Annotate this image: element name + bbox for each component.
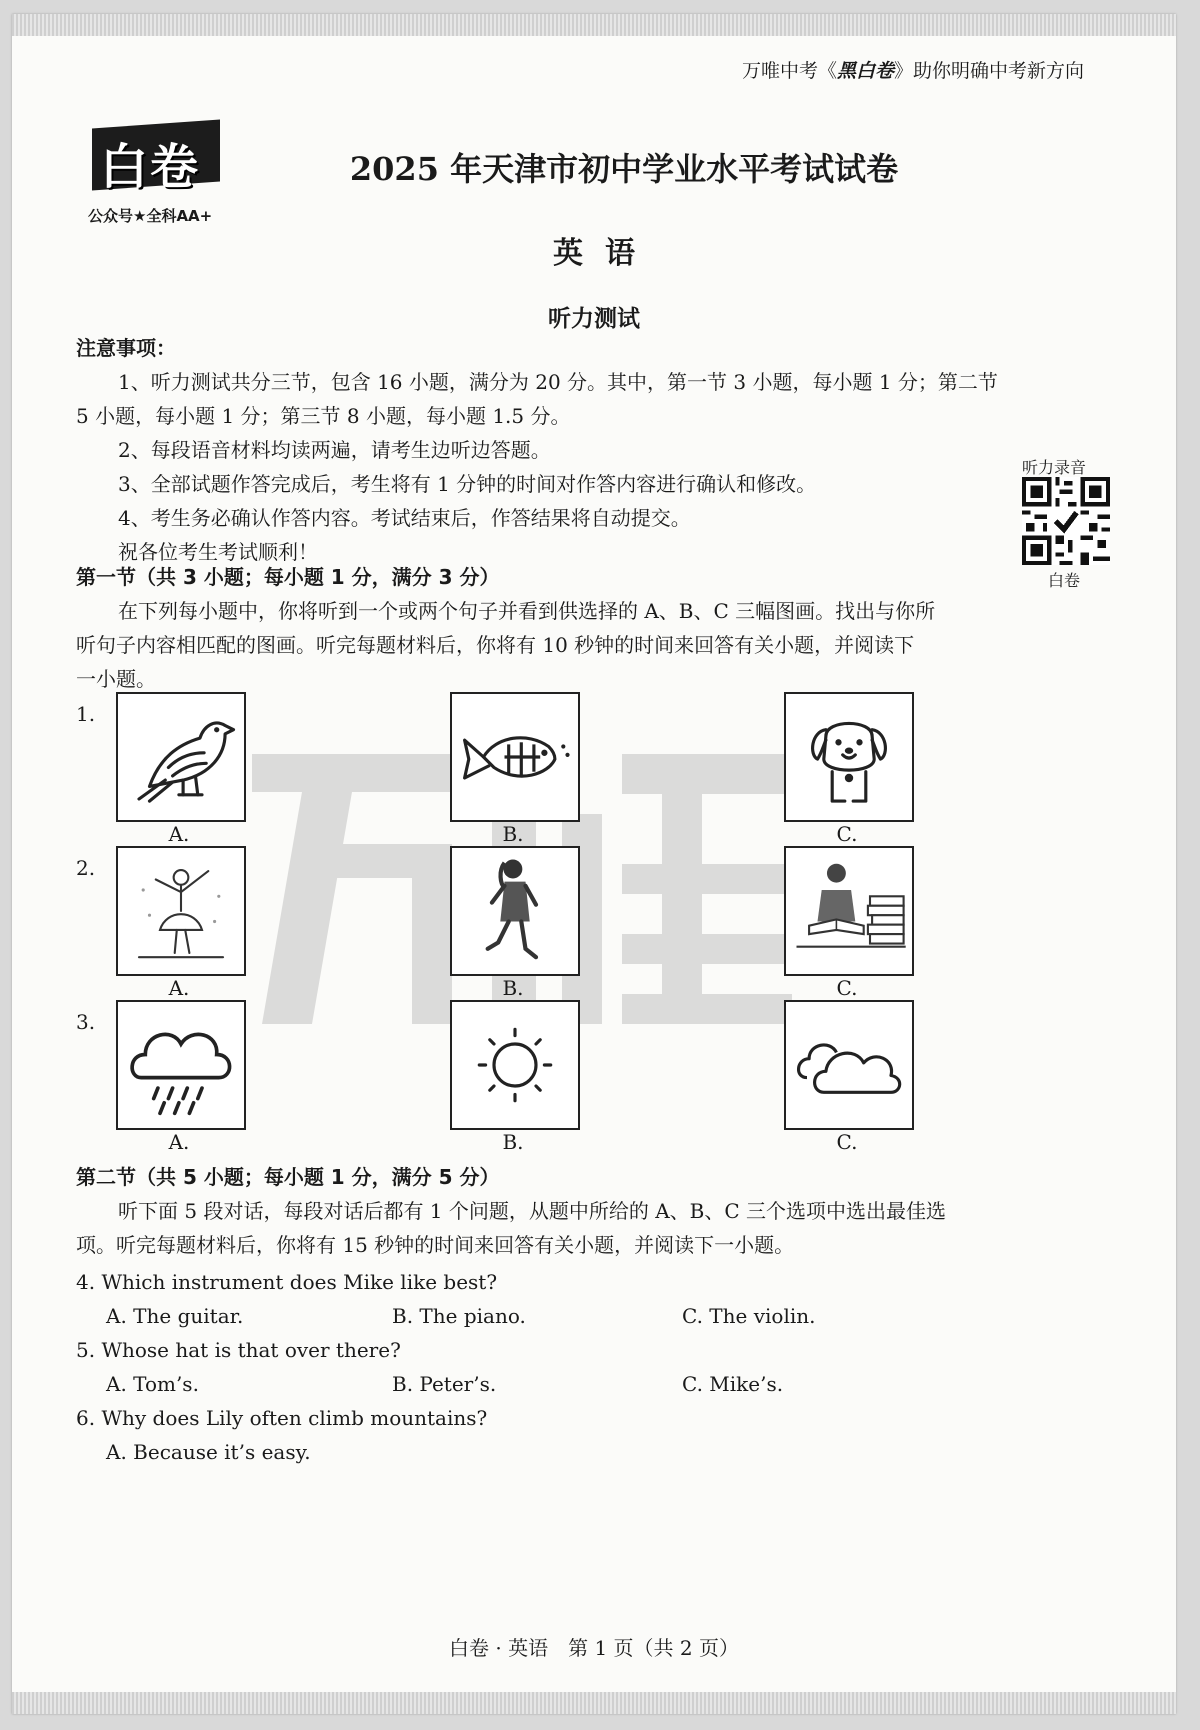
answer-option[interactable]: A. Because it’s easy. xyxy=(106,1440,311,1464)
option-label: A. xyxy=(168,1130,190,1154)
fish-icon xyxy=(452,694,578,820)
answer-option[interactable]: C. The violin. xyxy=(682,1304,816,1328)
option-label: C. xyxy=(836,976,858,1000)
qr-top-label: 听力录音 xyxy=(1022,458,1087,477)
note-item: 1、听力测试共分三节，包含 16 小题，满分为 20 分。其中，第一节 3 小题，每小题 1 分；第二节 xyxy=(118,370,998,394)
option-label: A. xyxy=(168,976,190,1000)
question-stem: 5. Whose hat is that over there? xyxy=(76,1338,401,1362)
exam-title: 2025 年天津市初中学业水平考试试卷 xyxy=(349,150,899,188)
note-item: 3、全部试题作答完成后，考生将有 1 分钟的时间对作答内容进行确认和修改。 xyxy=(118,472,817,496)
option-label: C. xyxy=(836,1130,858,1154)
dog-icon xyxy=(786,694,912,820)
section1-instruction: 听句子内容相匹配的图画。听完每题材料后，你将有 10 秒钟的时间来回答有关小题，并阅读下 xyxy=(76,633,915,657)
question-number: 3. xyxy=(76,1010,96,1034)
section2-instruction: 听下面 5 段对话，每段对话后都有 1 个问题，从题中所给的 A、B、C 三个选项中选出最佳选 xyxy=(118,1199,947,1223)
answer-option[interactable]: B. Peter’s. xyxy=(392,1372,497,1396)
header-slogan: 万唯中考《黑白卷》助你明确中考新方向 xyxy=(741,60,1084,82)
question-stem: 4. Which instrument does Mike like best? xyxy=(76,1270,498,1294)
answer-option[interactable]: C. Mike’s. xyxy=(682,1372,784,1396)
option-picture-3b[interactable] xyxy=(450,1000,580,1130)
question-number: 2. xyxy=(76,856,96,880)
option-label: C. xyxy=(836,822,858,846)
section1-instruction: 一小题。 xyxy=(76,667,156,691)
ballet-dancer-icon xyxy=(118,848,244,974)
rain-cloud-icon xyxy=(118,1002,244,1128)
reading-man-icon xyxy=(786,848,912,974)
notes-block xyxy=(76,332,1116,569)
option-label: B. xyxy=(502,1130,524,1154)
section1-instruction: 在下列每小题中，你将听到一个或两个句子并看到供选择的 A、B、C 三幅图画。找出与你所 xyxy=(118,599,936,623)
answer-option[interactable]: A. The guitar. xyxy=(106,1304,244,1328)
exam-part: 听力测试 xyxy=(548,305,640,332)
section1-heading: 第一节（共 3 小题；每小题 1 分，满分 3 分） xyxy=(76,565,500,589)
baijuan-badge: 白卷 xyxy=(92,114,224,194)
option-picture-2c[interactable] xyxy=(784,846,914,976)
note-item: 祝各位考生考试顺利！ xyxy=(118,540,318,564)
question-stem: 6. Why does Lily often climb mountains? xyxy=(76,1406,488,1430)
top-border-stripe xyxy=(12,14,1176,36)
question-number: 1. xyxy=(76,702,96,726)
option-label: B. xyxy=(502,822,524,846)
section2-block xyxy=(76,1160,1136,1262)
note-item: 2、每段语音材料均读两遍，请考生边听边答题。 xyxy=(118,438,551,462)
option-label: A. xyxy=(168,822,190,846)
option-picture-3a[interactable] xyxy=(116,1000,246,1130)
option-picture-1a[interactable] xyxy=(116,692,246,822)
option-picture-1b[interactable] xyxy=(450,692,580,822)
exam-page xyxy=(12,14,1176,1714)
section2-instruction: 项。听完每题材料后，你将有 15 秒钟的时间来回答有关小题，并阅读下一小题。 xyxy=(76,1233,795,1257)
option-picture-1c[interactable] xyxy=(784,692,914,822)
exam-subject: 英语 xyxy=(553,236,657,271)
badge-subtitle: 公众号★全科AA+ xyxy=(88,207,213,225)
answer-option[interactable]: A. Tom’s. xyxy=(106,1372,199,1396)
note-item: 4、考生务必确认作答内容。考试结束后，作答结果将自动提交。 xyxy=(118,506,691,530)
notes-heading: 注意事项： xyxy=(76,336,176,360)
page-footer: 白卷 · 英语 第 1 页（共 2 页） xyxy=(449,1636,739,1660)
clouds-icon xyxy=(786,1002,912,1128)
option-label: B. xyxy=(502,976,524,1000)
option-picture-3c[interactable] xyxy=(784,1000,914,1130)
qr-code[interactable] xyxy=(1022,477,1110,565)
section2-heading: 第二节（共 5 小题；每小题 1 分，满分 5 分） xyxy=(76,1165,500,1189)
running-girl-icon xyxy=(452,848,578,974)
bird-icon xyxy=(118,694,244,820)
answer-option[interactable]: B. The piano. xyxy=(392,1304,526,1328)
option-picture-2b[interactable] xyxy=(450,846,580,976)
bottom-border-stripe xyxy=(12,1692,1176,1714)
qr-bottom-label: 白卷 xyxy=(1048,571,1081,590)
option-picture-2a[interactable] xyxy=(116,846,246,976)
section1-block xyxy=(76,560,1116,696)
note-item: 5 小题，每小题 1 分；第三节 8 小题，每小题 1.5 分。 xyxy=(76,404,571,428)
sun-icon xyxy=(452,1002,578,1128)
